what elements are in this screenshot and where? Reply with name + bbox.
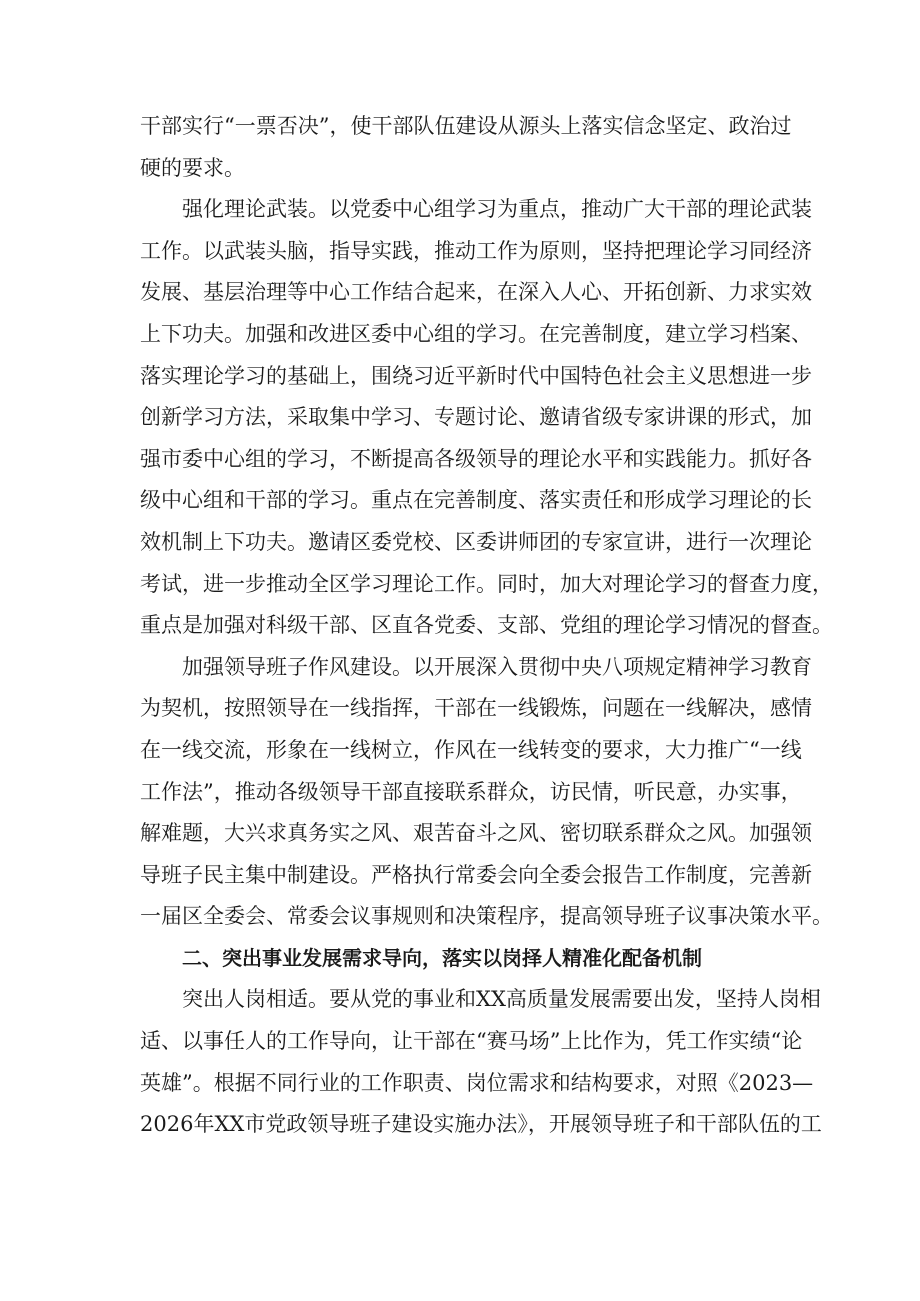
text-line: 在一线交流，形象在一线树立，作风在一线转变的要求，大力推广“一线 bbox=[140, 737, 802, 762]
text-line: 级中心组和干部的学习。重点在完善制度、落实责任和形成学习理论的长 bbox=[140, 488, 812, 513]
text-line: 为契机，按照领导在一线指挥，干部在一线锻炼，问题在一线解决，感情 bbox=[140, 696, 812, 721]
text-line: 发展、基层治理等中心工作结合起来，在深入人心、开拓创新、力求实效 bbox=[140, 280, 812, 305]
paragraph-start-line: 加强领导班子作风建设。以开展深入贯彻中央八项规定精神学习教育 bbox=[182, 654, 812, 679]
text-line: 落实理论学习的基础上，围绕习近平新时代中国特色社会主义思想进一步 bbox=[140, 363, 812, 388]
paragraph-start-line: 强化理论武装。以党委中心组学习为重点，推动广大干部的理论武装 bbox=[182, 197, 812, 222]
text-line: 工作法”，推动各级领导干部直接联系群众，访民情，听民意，办实事， bbox=[140, 779, 802, 804]
text-line: 硬的要求。 bbox=[140, 155, 245, 180]
text-line: 重点是加强对科级干部、区直各党委、支部、党组的理论学习情况的督查。 bbox=[140, 613, 833, 638]
text-line: 一届区全委会、常委会议事规则和决策程序，提高领导班子议事决策水平。 bbox=[140, 904, 833, 929]
text-line: 导班子民主集中制建设。严格执行常委会向全委会报告工作制度，完善新 bbox=[140, 862, 812, 887]
text-line: 创新学习方法，采取集中学习、专题讨论、邀请省级专家讲课的形式，加 bbox=[140, 405, 812, 430]
text-line: 考试，进一步推动全区学习理论工作。同时，加大对理论学习的督查力度， bbox=[140, 571, 833, 596]
text-line: 解难题，大兴求真务实之风、艰苦奋斗之风、密切联系群众之风。加强领 bbox=[140, 821, 812, 846]
text-line: 工作。以武装头脑，指导实践，推动工作为原则，坚持把理论学习同经济 bbox=[140, 238, 812, 263]
paragraph-start-line: 突出人岗相适。要从党的事业和XX高质量发展需要出发，坚持人岗相 bbox=[182, 987, 821, 1012]
section-heading: 二、突出事业发展需求导向，落实以岗择人精准化配备机制 bbox=[182, 945, 702, 970]
text-line: 效机制上下功夫。邀请区委党校、区委讲师团的专家宣讲，进行一次理论 bbox=[140, 529, 812, 554]
text-line: 2026年XX市党政领导班子建设实施办法》，开展领导班子和干部队伍的工 bbox=[140, 1112, 822, 1137]
text-line: 干部实行“一票否决”，使干部队伍建设从源头上落实信念坚定、政治过 bbox=[140, 114, 792, 138]
document-body bbox=[140, 106, 833, 1146]
text-line: 适、以事任人的工作导向，让干部在“赛马场”上比作为，凭工作实绩“论 bbox=[140, 1029, 803, 1054]
text-line: 强市委中心组的学习，不断提高各级领导的理论水平和实践能力。抓好各 bbox=[140, 446, 812, 471]
text-line: 英雄”。根据不同行业的工作职责、岗位需求和结构要求，对照《2023— bbox=[140, 1070, 814, 1095]
text-line: 上下功夫。加强和改进区委中心组的学习。在完善制度，建立学习档案、 bbox=[140, 321, 812, 346]
